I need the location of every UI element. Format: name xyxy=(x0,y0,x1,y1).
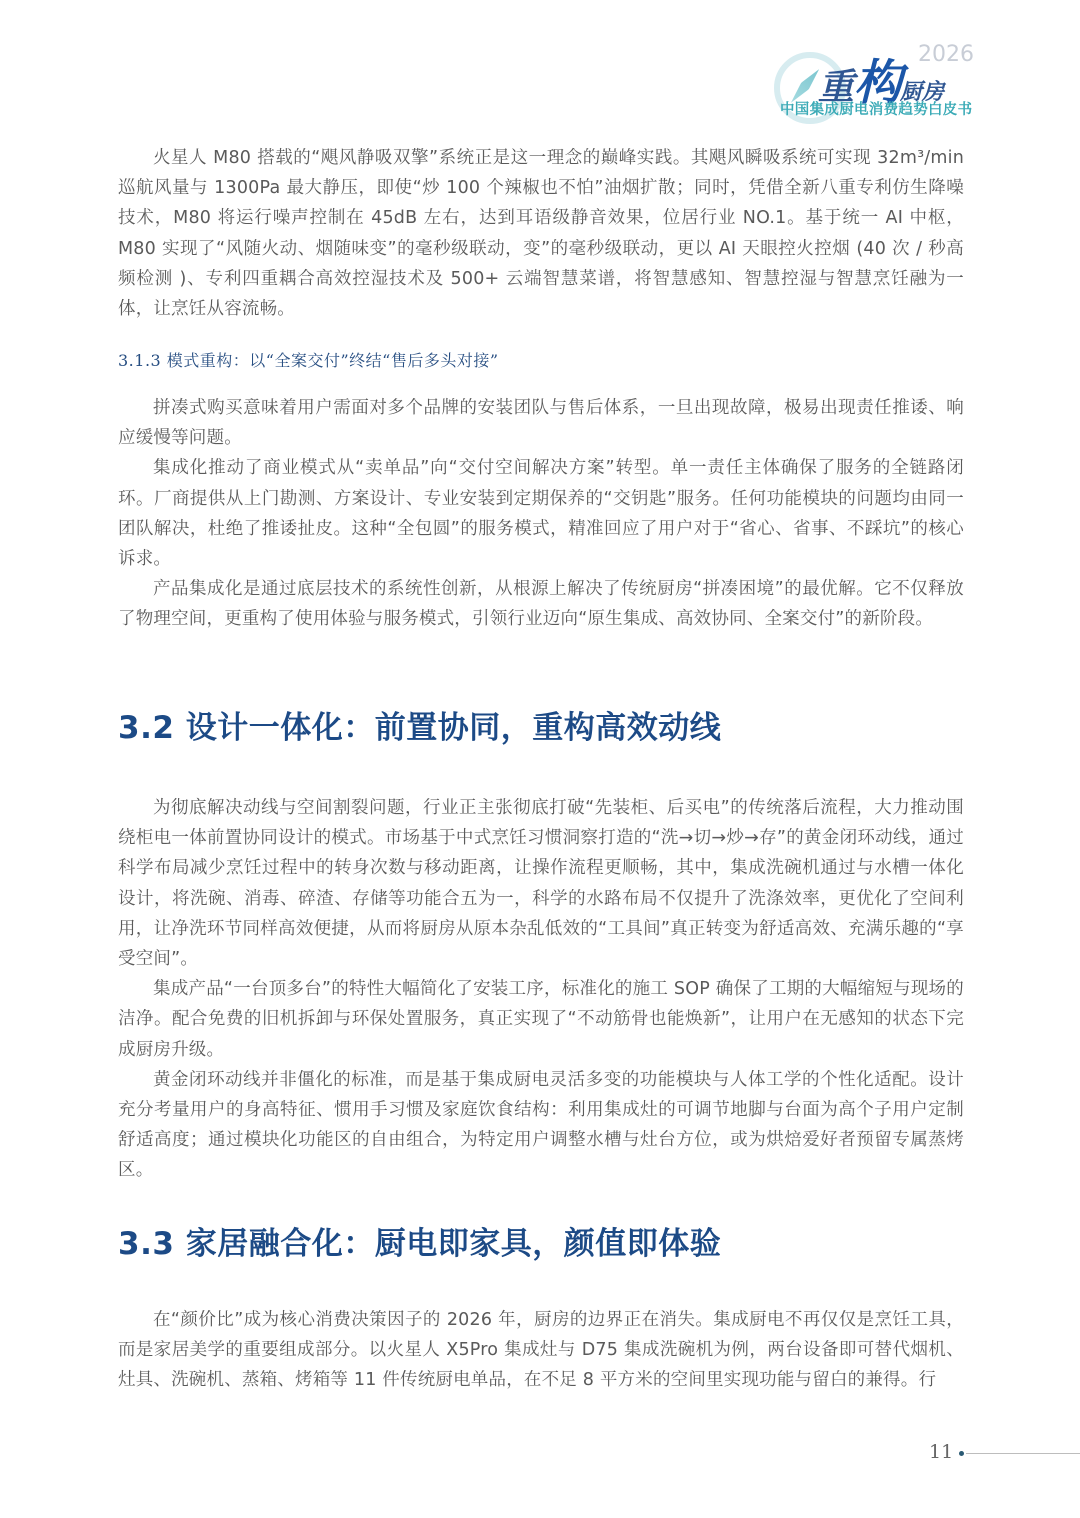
section-heading-3-2: 3.2 设计一体化：前置协同，重构高效动线 xyxy=(118,710,722,746)
footer-divider xyxy=(966,1453,1080,1454)
whitepaper-logo xyxy=(768,38,978,126)
logo-title-char-3: 厨房 xyxy=(900,80,945,105)
page-dot-icon xyxy=(959,1451,964,1456)
logo-title-char-1: 重 xyxy=(818,67,855,108)
paragraph: 为彻底解决动线与空间割裂问题，行业正主张彻底打破“先装柜、后买电”的传统落后流程，大力推动围绕柜电一体前置协同设计的模式。市场基于中式烹饪习惯洞察打造的“洗→切→炒→存”的黄金闭环动线，通过科学布局减少烹饪过程中的转身次数与移动距离，让操作流程更顺畅，其中，集成洗碗机通过与水槽一体化设计，将洗碗、消毒、碎渣、存储等功能合五为一，科学的水路布局不仅提升了洗涤效率，更优化了空间利用，让净洗环节同样高效便捷，从而将厨房从原本杂乱低效的“工具间”真正转变为舒适高效、充满乐趣的“享受空间”。 xyxy=(118,798,964,970)
intro-paragraph: 火星人 M80 搭载的“飓风静吸双擎”系统正是这一理念的巅峰实践。其飓风瞬吸系统可实现 32m³/min 巡航风量与 1300Pa 最大静压，即使“炒 100 个辣椒也不怕”油烟扩散；同时，凭借全新八重专利仿生降噪技术，M80 将运行噪声控制在 45dB 左右，达到耳语级静音效果，位居行业 NO.1。基于统一 AI 中枢，M80 实现了“风随火动、烟随味变”的毫秒级联动，变”的毫秒级联动，更以 AI 天眼控火控烟 (40 次 / 秒高频检测 )、专利四重耦合高效控湿技术及 500+ 云端智慧菜谱，将智慧感知、智慧控湿与智慧烹饪融为一体，让烹饪从容流畅。 xyxy=(118,148,964,320)
paragraph: 在“颜价比”成为核心消费决策因子的 2026 年，厨房的边界正在消失。集成厨电不再仅仅是烹饪工具，而是家居美学的重要组成部分。以火星人 X5Pro 集成灶与 D75 集成洗碗机为例，两台设备即可替代烟机、灶具、洗碗机、蒸箱、烤箱等 11 件传统厨电单品，在不足 8 平方米的空间里实现功能与留白的兼得。行 xyxy=(118,1310,964,1391)
section-3-2-body xyxy=(118,793,964,1186)
paragraph: 黄金闭环动线并非僵化的标准，而是基于集成厨电灵活多变的功能模块与人体工学的个性化适配。设计充分考量用户的身高特征、惯用手习惯及家庭饮食结构：利用集成灶的可调节地脚与台面为高个子用户定制舒适高度；通过模块化功能区的自由组合，为特定用户调整水槽与灶台方位，或为烘焙爱好者预留专属蒸烤区。 xyxy=(118,1069,964,1181)
logo-title-char-2: 构 xyxy=(854,55,901,111)
paragraph: 集成化推动了商业模式从“卖单品”向“交付空间解决方案”转型。单一责任主体确保了服务的全链路闭环。厂商提供从上门勘测、方案设计、专业安装到定期保养的“交钥匙”服务。任何功能模块的问题均由同一团队解决，杜绝了推诿扯皮。这种“全包圆”的服务模式，精准回应了用户对于“省心、省事、不踩坑”的核心诉求。 xyxy=(118,458,964,570)
section-heading-3-1-3: 3.1.3 模式重构：以“全案交付”终结“售后多头对接” xyxy=(118,351,499,370)
intro-block xyxy=(118,143,964,324)
section-3-1-3-body xyxy=(118,393,964,635)
paragraph: 产品集成化是通过底层技术的系统性创新，从根源上解决了传统厨房“拼凑困境”的最优解。它不仅释放了物理空间，更重构了使用体验与服务模式，引领行业迈向“原生集成、高效协同、全案交付”的新阶段。 xyxy=(118,579,964,630)
logo-year: 2026 xyxy=(918,42,974,67)
paragraph: 拼凑式购买意味着用户需面对多个品牌的安装团队与售后体系，一旦出现故障，极易出现责任推诿、响应缓慢等问题。 xyxy=(118,398,964,449)
section-heading-3-3: 3.3 家居融合化：厨电即家具，颜值即体验 xyxy=(118,1226,722,1262)
page-number: 11 xyxy=(929,1441,954,1463)
paragraph: 集成产品“一台顶多台”的特性大幅简化了安装工序，标准化的施工 SOP 确保了工期的大幅缩短与现场的洁净。配合免费的旧机拆卸与环保处置服务，真正实现了“不动筋骨也能焕新”，让用户在无感知的状态下完成厨房升级。 xyxy=(118,979,964,1060)
section-3-3-body xyxy=(118,1305,964,1396)
logo-subtitle: 中国集成厨电消费趋势白皮书 xyxy=(780,102,973,118)
